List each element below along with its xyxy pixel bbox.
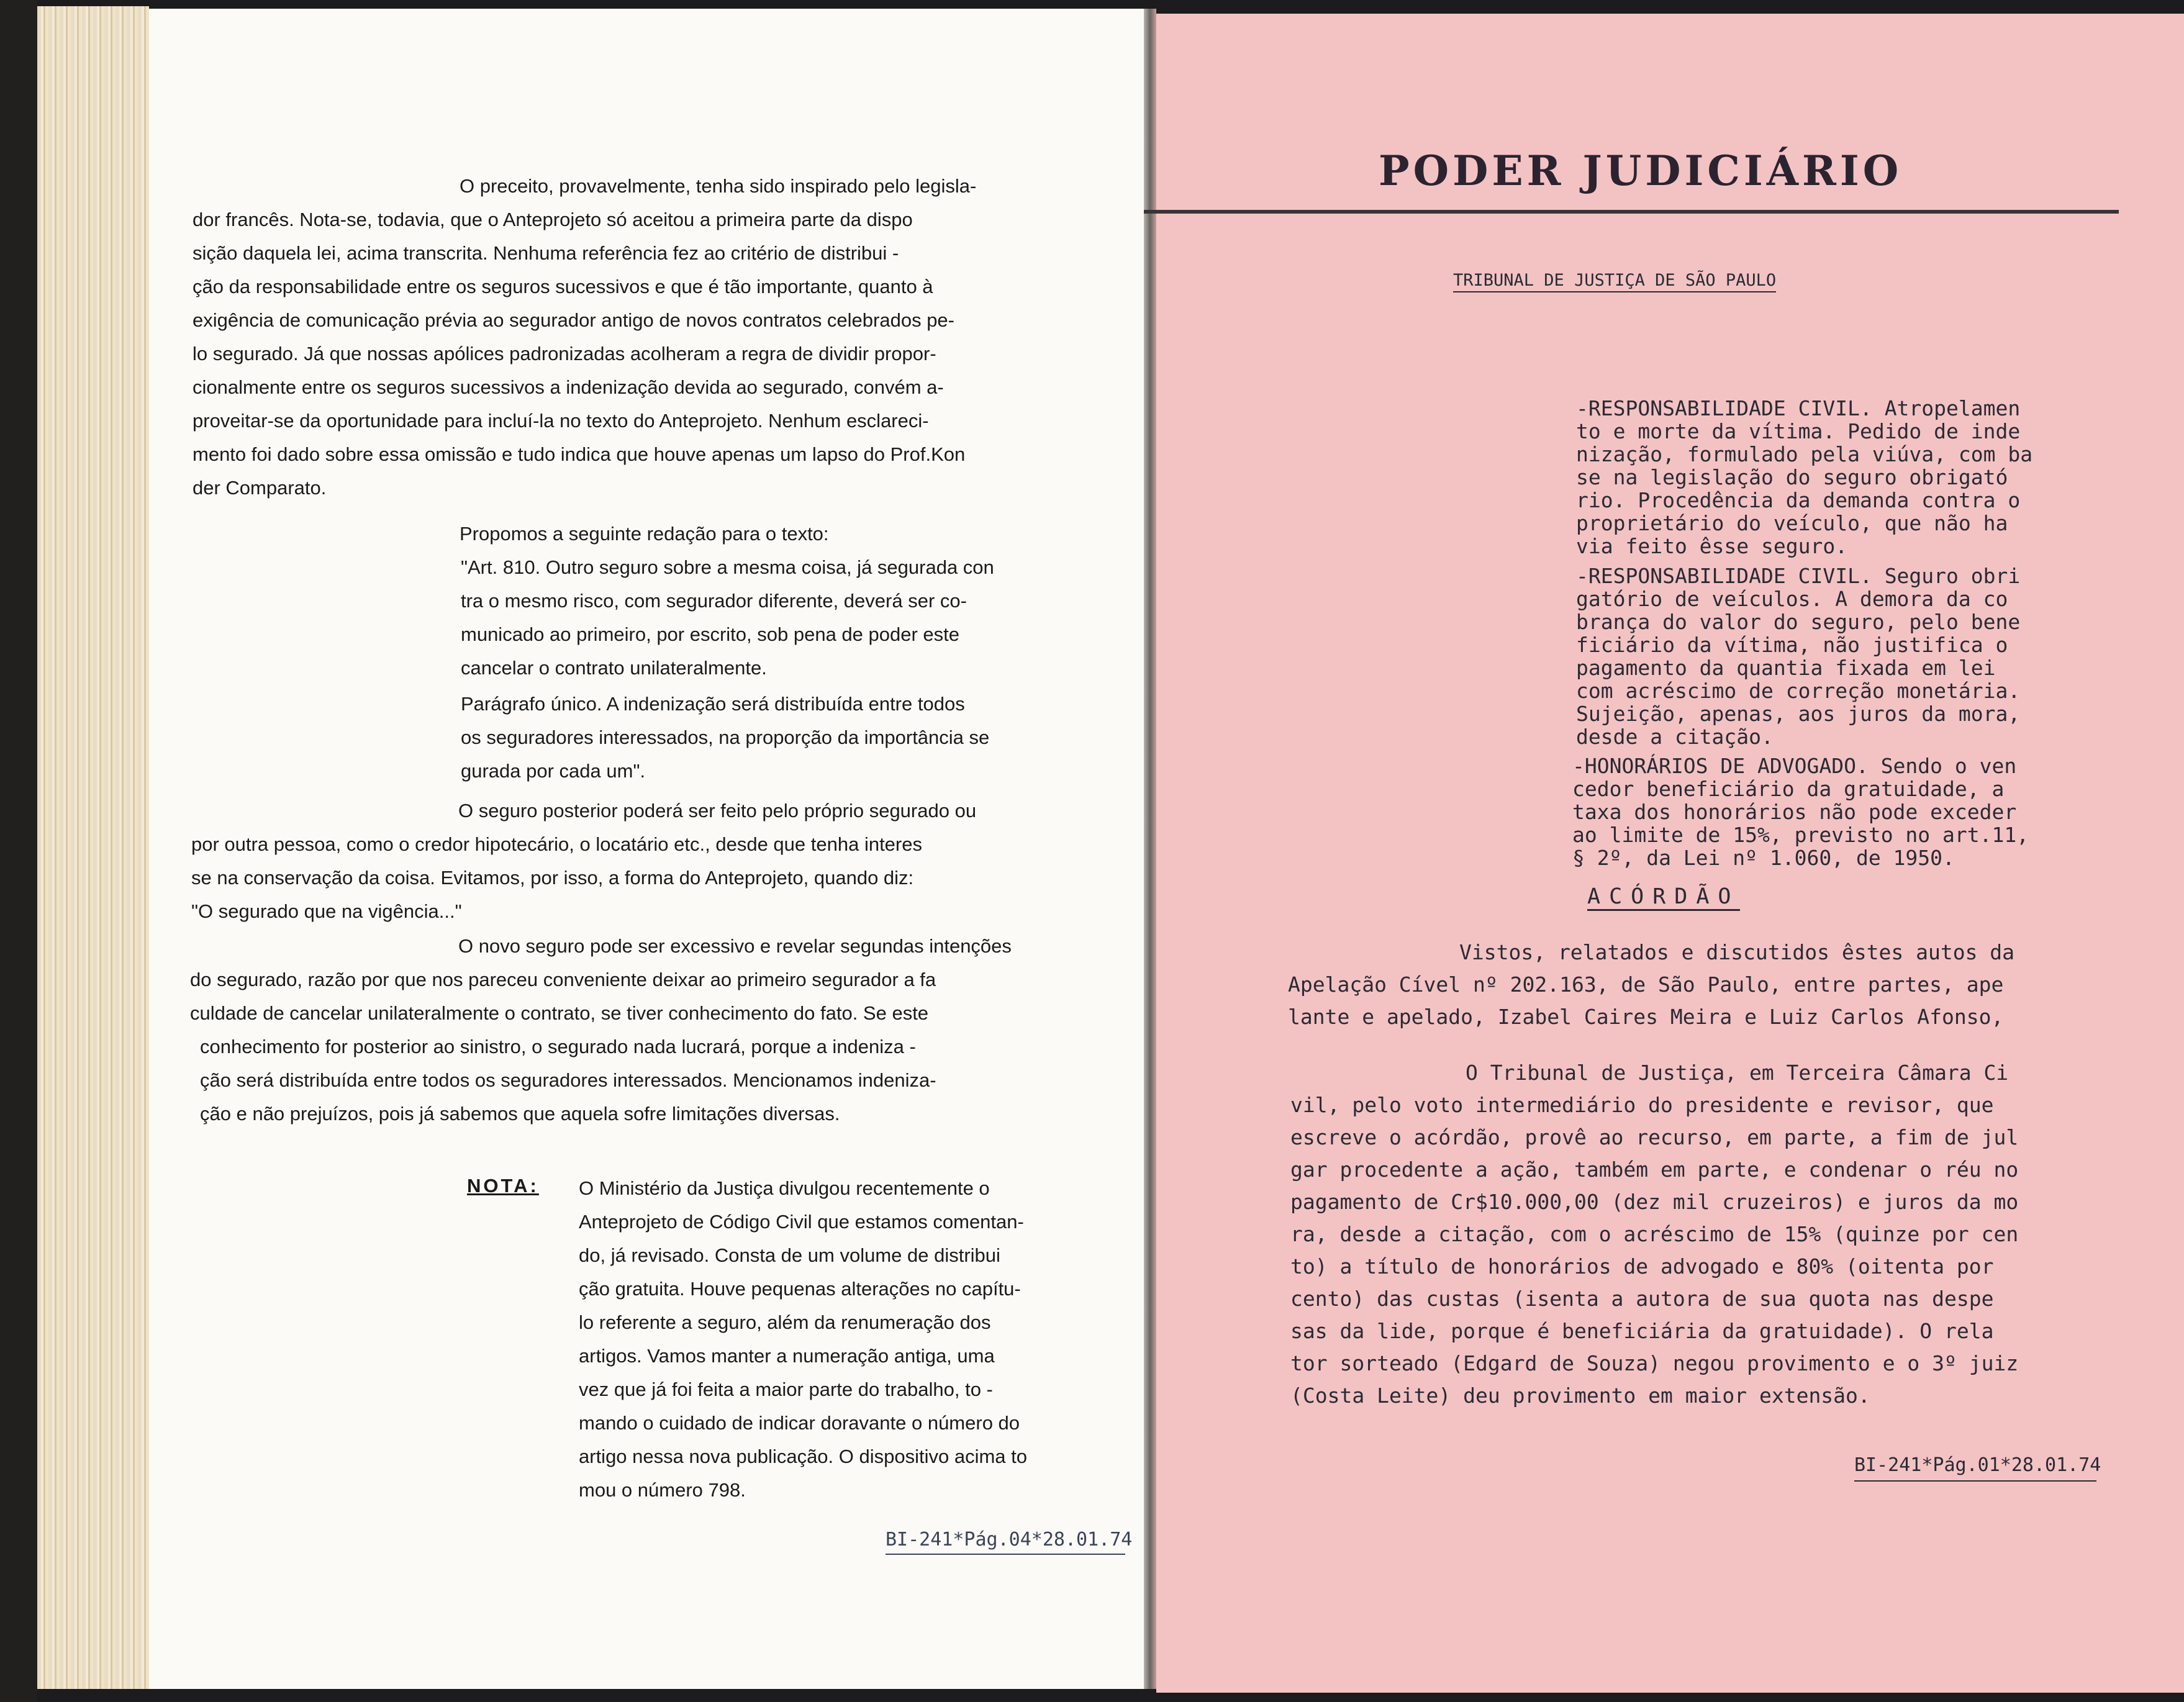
text-line: sas da lide, porque é beneficiária da gratuidade). O rela [1290, 1319, 1994, 1343]
text-line: -RESPONSABILIDADE CIVIL. Seguro obri [1576, 564, 2021, 588]
text-line: do segurado, razão por que nos pareceu conveniente deixar ao primeiro segurador a fa [190, 969, 936, 990]
text-line: ao limite de 15%, previsto no art.11, [1572, 823, 2029, 847]
book-gutter [1144, 9, 1156, 1689]
text-line: ção da responsabilidade entre os seguros sucessivos e que é tão importante, quanto à [193, 276, 933, 297]
text-line: cancelar o contrato unilateralmente. [461, 657, 767, 679]
left-footer-rule [886, 1554, 1125, 1555]
text-line: (Costa Leite) deu provimento em maior extensão. [1290, 1383, 1870, 1408]
text-line: via feito êsse seguro. [1576, 534, 1848, 558]
text-line: Anteprojeto de Código Civil que estamos comentan- [579, 1211, 1024, 1233]
text-line: -RESPONSABILIDADE CIVIL. Atropelamen [1576, 396, 2021, 420]
text-line: taxa dos honorários não pode exceder [1572, 800, 2017, 824]
text-line: por outra pessoa, como o credor hipotecário, o locatário etc., desde que tenha interes [191, 833, 922, 855]
text-line: com acréscimo de correção monetária. [1576, 679, 2021, 703]
left-page-footer: BI-241*Pág.04*28.01.74 [886, 1529, 1133, 1550]
text-line: § 2º, da Lei nº 1.060, de 1950. [1572, 846, 1955, 870]
court-name: TRIBUNAL DE JUSTIÇA DE SÃO PAULO [1453, 271, 1776, 292]
book-cover-edge [0, 0, 37, 1702]
text-line: Parágrafo único. A indenização será distribuída entre todos [461, 693, 965, 715]
text-line: conhecimento for posterior ao sinistro, o segurado nada lucrará, porque a indeniza - [200, 1036, 916, 1057]
text-line: -HONORÁRIOS DE ADVOGADO. Sendo o ven [1572, 754, 2017, 778]
text-line: artigo nessa nova publicação. O dispositivo acima to [579, 1446, 1028, 1467]
title-rule [1144, 210, 2119, 214]
text-line: mando o cuidado de indicar doravante o número do [579, 1412, 1020, 1434]
text-line: Vistos, relatados e discutidos êstes autos da [1459, 940, 2015, 964]
text-line: lo referente a seguro, além da renumeração dos [579, 1311, 991, 1333]
page-edges [37, 6, 149, 1689]
text-line: Apelação Cível nº 202.163, de São Paulo, entre partes, ape [1288, 972, 2004, 997]
text-line: proveitar-se da oportunidade para incluí-la no texto do Anteprojeto. Nenhum esclareci- [193, 410, 929, 432]
text-line: ção gratuita. Houve pequenas alterações no capítu- [579, 1278, 1021, 1300]
proposal-intro: Propomos a seguinte redação para o texto: [460, 523, 829, 545]
text-line: sição daquela lei, acima transcrita. Nenhuma referência fez ao critério de distribui - [193, 242, 899, 264]
text-line: to e morte da vítima. Pedido de inde [1576, 419, 2021, 443]
text-line: cento) das custas (isenta a autora de sua quota nas despe [1290, 1287, 1994, 1311]
text-line: municado ao primeiro, por escrito, sob pena de poder este [461, 623, 960, 645]
text-line: "Art. 810. Outro seguro sobre a mesma coisa, já segurada con [461, 556, 994, 578]
text-line: artigos. Vamos manter a numeração antiga, uma [579, 1345, 995, 1367]
text-line: desde a citação. [1576, 725, 1774, 749]
text-line: vil, pelo voto intermediário do presidente e revisor, que [1290, 1093, 1994, 1117]
text-line: gurada por cada um". [461, 760, 646, 782]
text-line: Sujeição, apenas, aos juros da mora, [1576, 702, 2021, 726]
text-line: O Tribunal de Justiça, em Terceira Câmara Ci [1466, 1061, 2009, 1085]
text-line: mento foi dado sobre essa omissão e tudo indica que houve apenas um lapso do Prof.Kon [193, 443, 966, 465]
text-line: ra, desde a citação, com o acréscimo de 15% (quinze por cen [1290, 1222, 2019, 1246]
text-line: O novo seguro pode ser excessivo e revelar segundas intenções [458, 935, 1012, 957]
text-line: tra o mesmo risco, com segurador diferente, deverá ser co- [461, 590, 967, 612]
text-line: ficiário da vítima, não justifica o [1576, 633, 2008, 657]
text-line: se na legislação do seguro obrigató [1576, 465, 2008, 489]
text-line: der Comparato. [193, 477, 327, 499]
text-line: ção e não prejuízos, pois já sabemos que aquela sofre limitações diversas. [200, 1103, 840, 1125]
text-line: cionalmente entre os seguros sucessivos a indenização devida ao segurado, convém a- [193, 376, 944, 398]
text-line: brança do valor do seguro, pelo bene [1576, 610, 2021, 634]
text-line: gar procedente a ação, também em parte, e condenar o réu no [1290, 1157, 2019, 1182]
text-line: ção será distribuída entre todos os seguradores interessados. Mencionamos indeniza- [200, 1069, 936, 1091]
page-title: PODER JUDICIÁRIO [1379, 147, 1903, 195]
text-line: tor sorteado (Edgard de Souza) negou provimento e o 3º juiz [1290, 1351, 2019, 1375]
text-line: gatório de veículos. A demora da co [1576, 587, 2008, 611]
text-line: se na conservação da coisa. Evitamos, por isso, a forma do Anteprojeto, quando diz: [191, 867, 914, 889]
text-line: dor francês. Nota-se, todavia, que o Anteprojeto só aceitou a primeira parte da dispo [193, 209, 913, 230]
right-footer-rule [1854, 1480, 2096, 1482]
right-page-footer: BI-241*Pág.01*28.01.74 [1854, 1454, 2101, 1476]
text-line: nização, formulado pela viúva, com ba [1576, 442, 2033, 466]
text-line: os seguradores interessados, na proporção da importância se [461, 727, 990, 748]
text-line: O Ministério da Justiça divulgou recentemente o [579, 1177, 990, 1199]
text-line: pagamento da quantia fixada em lei [1576, 656, 1996, 680]
text-line: escreve o acórdão, provê ao recurso, em parte, a fim de jul [1290, 1125, 2019, 1149]
text-line: proprietário do veículo, que não ha [1576, 511, 2008, 535]
text-line: mou o número 798. [579, 1479, 746, 1501]
text-line: lo segurado. Já que nossas apólices padronizadas acolheram a regra de dividir propor- [193, 343, 936, 364]
text-line: O seguro posterior poderá ser feito pelo próprio segurado ou [458, 800, 977, 822]
text-line: lante e apelado, Izabel Caires Meira e Luiz Carlos Afonso, [1288, 1005, 2004, 1029]
text-line: rio. Procedência da demanda contra o [1576, 488, 2021, 512]
text-line: O preceito, provavelmente, tenha sido inspirado pelo legisla- [460, 175, 977, 197]
text-line: exigência de comunicação prévia ao segurador antigo de novos contratos celebrados pe- [193, 309, 954, 331]
text-line: pagamento de Cr$10.000,00 (dez mil cruzeiros) e juros da mo [1290, 1190, 2019, 1214]
note-label: NOTA: [467, 1175, 539, 1197]
text-line: do, já revisado. Consta de um volume de distribui [579, 1244, 1000, 1266]
text-line: "O segurado que na vigência..." [191, 900, 462, 922]
text-line: culdade de cancelar unilateralmente o contrato, se tiver conhecimento do fato. Se este [190, 1002, 929, 1024]
text-line: to) a título de honorários de advogado e 80% (oitenta por [1290, 1254, 1994, 1279]
acordao-heading: ACÓRDÃO [1587, 884, 1740, 911]
text-line: cedor beneficiário da gratuidade, a [1572, 777, 2005, 801]
text-line: vez que já foi feita a maior parte do trabalho, to - [579, 1378, 993, 1400]
